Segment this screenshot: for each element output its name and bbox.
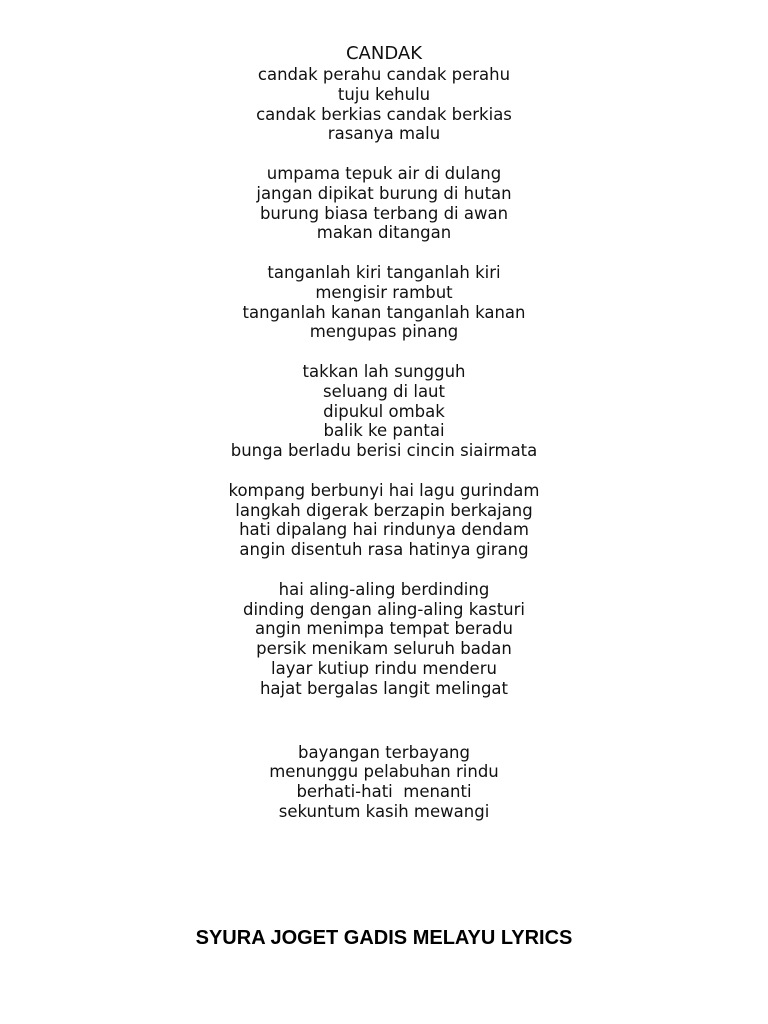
poem-line: umpama tepuk air di dulang: [266, 163, 502, 183]
poem-title: CANDAK: [345, 43, 422, 64]
poem-line: seluang di laut: [322, 381, 445, 401]
stanza-2: [0, 164, 768, 243]
stanza-5: [0, 481, 768, 560]
poem-line: candak perahu candak perahu: [257, 65, 511, 84]
poem-line: bunga berladu berisi cincin siairmata: [230, 441, 538, 461]
poem-line: tuju kehulu: [337, 84, 431, 104]
poem-line: makan ditangan: [316, 223, 452, 243]
poem-line: angin disentuh rasa hatinya girang: [239, 540, 529, 560]
poem-line: jangan dipikat burung di hutan: [256, 183, 512, 203]
poem-line: hajat bergalas langit melingat: [259, 678, 509, 698]
poem-line: dipukul ombak: [323, 401, 445, 421]
stanza-1: [0, 65, 768, 144]
poem-line: mengisir rambut: [315, 282, 453, 302]
poem-line: balik ke pantai: [323, 421, 445, 441]
poem-line: candak berkias candak berkias: [256, 104, 512, 124]
poem-line: berhati-hati menanti: [296, 782, 472, 802]
poem-line: sekuntum kasih mewangi: [278, 801, 490, 821]
poem-line: tanganlah kiri tanganlah kiri: [267, 262, 501, 282]
poem-line: langkah digerak berzapin berkajang: [235, 500, 533, 520]
poem-line: hati dipalang hai rindunya dendam: [239, 520, 529, 540]
stanza-4: [0, 362, 768, 461]
stanza-7: [0, 743, 768, 822]
poem-line: kompang berbunyi hai lagu gurindam: [228, 480, 540, 500]
poem-line: layar kutiup rindu menderu: [271, 658, 497, 678]
poem-line: persik menikam seluruh badan: [256, 639, 512, 659]
poem-line: rasanya malu: [327, 124, 441, 144]
poem-line: mengupas pinang: [309, 322, 459, 342]
stanza-6: [0, 580, 768, 699]
poem-line: tanganlah kanan tanganlah kanan: [242, 302, 526, 322]
poem-line: menunggu pelabuhan rindu: [269, 762, 499, 782]
poem-line: dinding dengan aling-aling kasturi: [242, 599, 525, 619]
poem-line: hai aling-aling berdinding: [278, 579, 490, 599]
poem-line: angin menimpa tempat beradu: [255, 619, 513, 639]
stanza-3: [0, 263, 768, 342]
poem-line: bayangan terbayang: [297, 742, 470, 762]
poem-line: takkan lah sungguh: [302, 361, 466, 381]
poem: [0, 43, 768, 822]
poem-line: burung biasa terbang di awan: [259, 203, 509, 223]
document-footer-title: SYURA JOGET GADIS MELAYU LYRICS: [195, 927, 573, 949]
